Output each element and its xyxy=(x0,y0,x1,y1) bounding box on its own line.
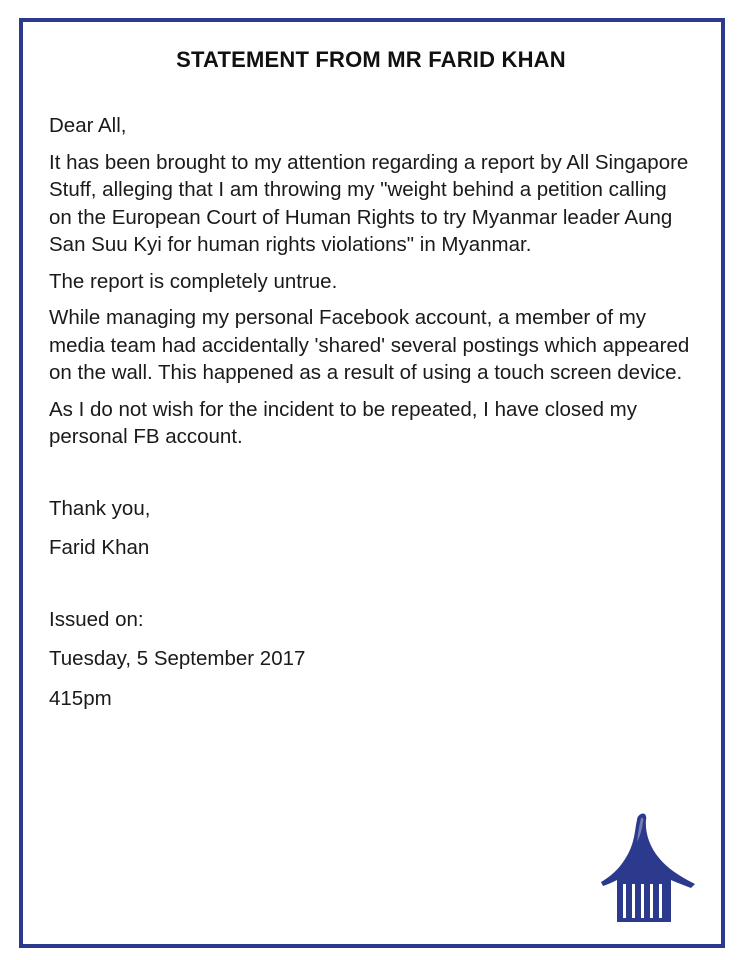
statement-body xyxy=(49,112,694,721)
signature: Farid Khan xyxy=(49,536,150,559)
paragraph-report: It has been brought to my attention regarding a report by All Singapore Stuff, alleging that I am throwing my "weight behind a petition calling on the European Court of Human Rights to try Myanmar leader Aung San Suu Kyi for human rights violations" in Myanmar. xyxy=(49,150,689,256)
issued-time: 415pm xyxy=(49,686,112,710)
paragraph-facebook: While managing my personal Facebook account, a member of my media team had accidentally 'shared' several postings which appeared on the wall. This happened as a result of using a touch screen device. xyxy=(49,306,690,384)
statement-title: STATEMENT FROM MR FARID KHAN xyxy=(176,47,566,72)
paragraph-closed-account: As I do not wish for the incident to be repeated, I have closed my personal FB account. xyxy=(49,397,638,448)
issued-date: Tuesday, 5 September 2017 xyxy=(49,647,306,670)
closing: Thank you, xyxy=(49,496,151,520)
issued-label: Issued on: xyxy=(49,607,144,631)
pavilion-roof-logo-icon xyxy=(601,812,697,924)
paragraph-untrue: The report is completely untrue. xyxy=(49,269,338,293)
salutation: Dear All, xyxy=(49,114,127,137)
